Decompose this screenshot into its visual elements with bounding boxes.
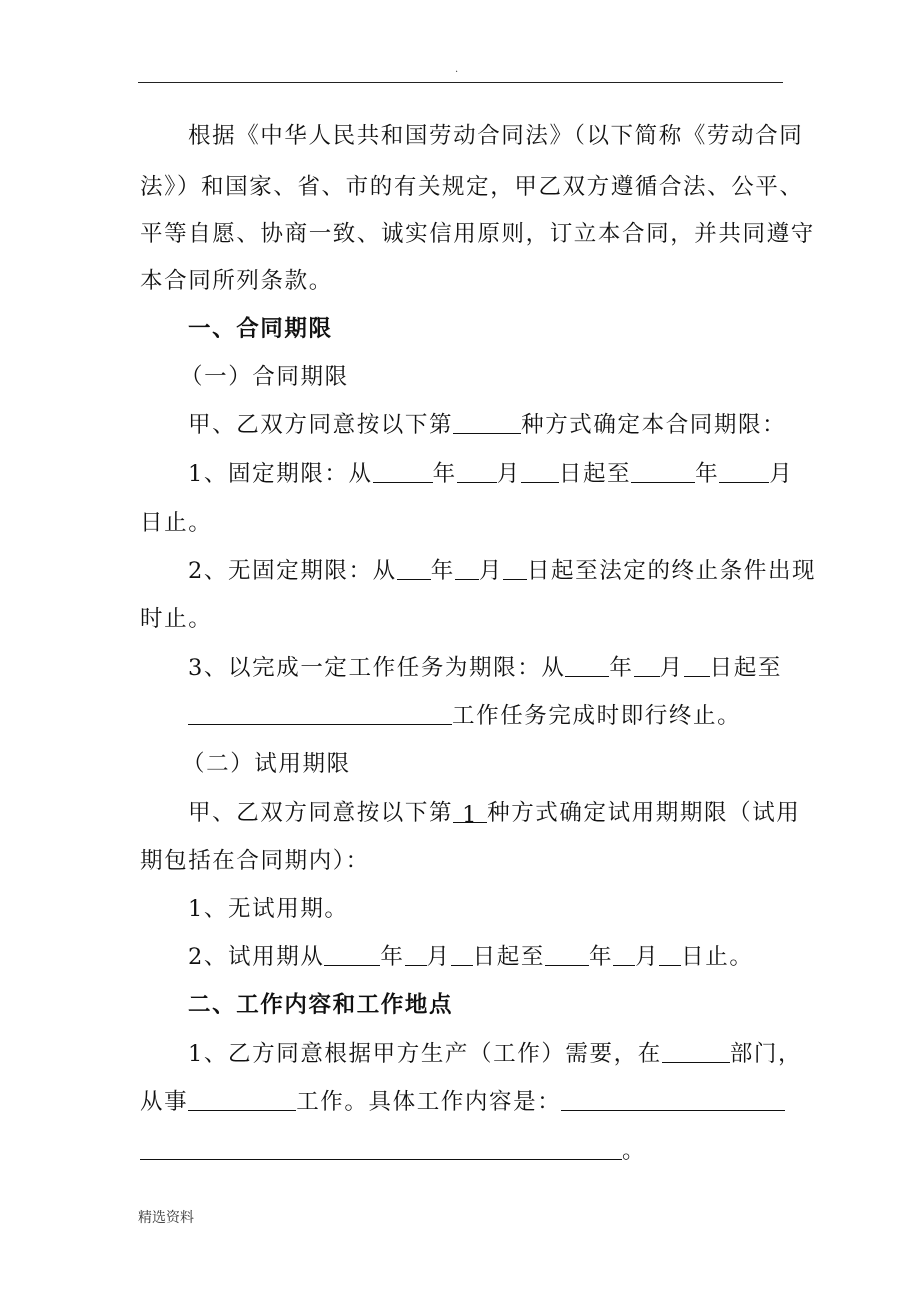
department-blank[interactable]: [662, 1040, 730, 1063]
task-day-blank[interactable]: [684, 654, 710, 677]
job-content-blank-2[interactable]: [140, 1137, 622, 1160]
probation-choice-value[interactable]: 1: [453, 800, 487, 823]
probation-choice-end: 期包括在合同期内）：: [140, 848, 370, 874]
probation-period-line: 2、试用期从 年 月 日起至 年 月 日止。: [188, 944, 754, 970]
start-day-blank[interactable]: [521, 460, 559, 483]
open-day-blank[interactable]: [503, 557, 527, 580]
task-year-blank[interactable]: [565, 654, 609, 677]
probation-end-year-blank[interactable]: [545, 943, 589, 966]
header-dot: .: [455, 64, 459, 75]
subsection-1-title: （一）合同期限: [180, 364, 349, 390]
probation-start-month-blank[interactable]: [405, 943, 427, 966]
intro-line-2: 法》）和国家、省、市的有关规定，甲乙双方遵循合法、公平、: [140, 174, 804, 200]
fixed-term-end: 日止。: [140, 510, 213, 536]
start-year-blank[interactable]: [373, 460, 433, 483]
probation-end-month-blank[interactable]: [613, 943, 635, 966]
intro-line-4: 本合同所列条款。: [140, 268, 333, 294]
task-description-blank[interactable]: [188, 702, 452, 725]
task-month-blank[interactable]: [634, 654, 660, 677]
term-choice-blank[interactable]: [453, 411, 521, 434]
intro-line-3: 平等自愿、协商一致、诚实信用原则，订立本合同，并共同遵守: [140, 221, 815, 247]
open-month-blank[interactable]: [455, 557, 479, 580]
subsection-2-title: （二）试用期限: [182, 751, 351, 777]
header-rule: [138, 82, 783, 83]
section-1-heading: 一、合同期限: [188, 316, 333, 342]
start-month-blank[interactable]: [457, 460, 497, 483]
end-year-blank[interactable]: [631, 460, 695, 483]
work-department-line: 1、乙方同意根据甲方生产（工作）需要，在 部门，: [188, 1041, 803, 1067]
task-term-line: 3、以完成一定工作任务为期限：从 年 月 日起至: [188, 655, 782, 681]
section-2-heading: 二、工作内容和工作地点: [188, 992, 454, 1018]
job-content-blank[interactable]: [561, 1088, 785, 1111]
open-year-blank[interactable]: [397, 557, 431, 580]
intro-line-1: 根据《中华人民共和国劳动合同法》（以下简称《劳动合同: [188, 123, 804, 149]
no-probation-line: 1、无试用期。: [188, 896, 349, 922]
fixed-term-line: 1、固定期限：从 年 月 日起至 年 月: [188, 461, 794, 487]
probation-start-day-blank[interactable]: [451, 943, 473, 966]
footer-text: 精选资料: [138, 1210, 194, 1226]
term-choice-line: 甲、乙双方同意按以下第 种方式确定本合同期限：: [188, 412, 787, 438]
open-term-line: 2、无固定期限：从 年 月 日起至法定的终止条件出现: [188, 558, 817, 584]
position-blank[interactable]: [188, 1088, 296, 1111]
probation-start-year-blank[interactable]: [324, 943, 380, 966]
end-month-blank[interactable]: [719, 460, 769, 483]
probation-end-day-blank[interactable]: [659, 943, 681, 966]
open-term-end: 时止。: [140, 606, 213, 632]
probation-choice-line: 甲、乙双方同意按以下第 1 种方式确定试用期期限（试用: [188, 800, 801, 828]
task-term-end-line: 工作任务完成时即行终止。: [188, 701, 741, 731]
job-content-line-2: 。: [140, 1136, 646, 1166]
work-position-line: 从事 工作。具体工作内容是：: [140, 1087, 785, 1117]
